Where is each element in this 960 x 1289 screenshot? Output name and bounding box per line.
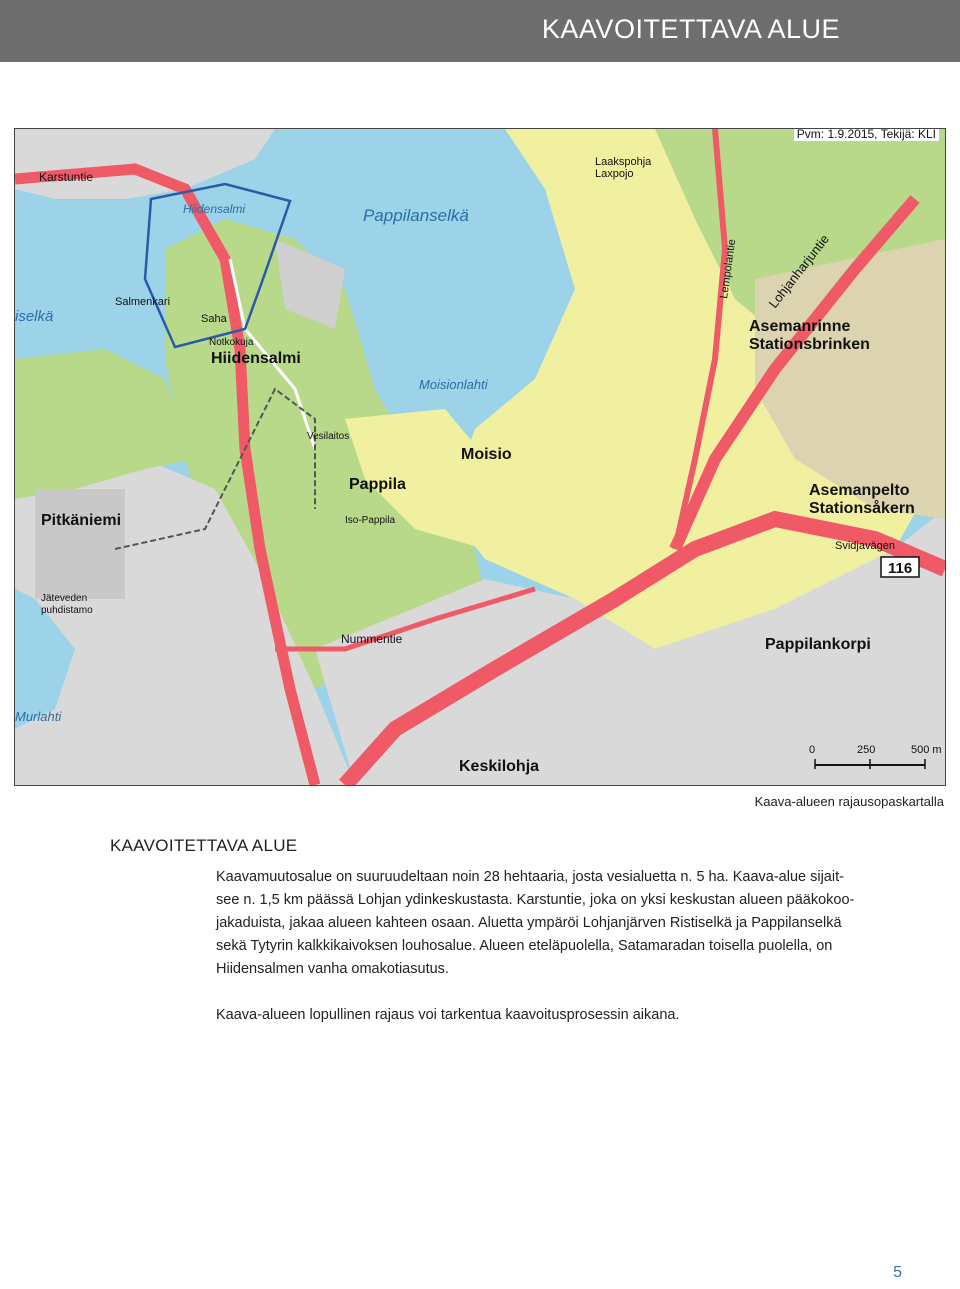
industrial-area <box>35 489 125 599</box>
road-label-nummentie: Nummentie <box>341 632 403 646</box>
road-label-lohjanharjuntie: Lohjanharjuntie <box>765 231 833 311</box>
place-label-laakspohja: Laakspohja <box>595 156 652 168</box>
place-label-asemanpelto: Asemanpelto <box>809 482 910 499</box>
water-label-moisionlahti: Moisionlahti <box>419 377 488 392</box>
place-label-hiidensalmi: Hiidensalmi <box>211 350 301 367</box>
place-label-pappila: Pappila <box>349 476 406 493</box>
water-label-pappilanselka: Pappilanselkä <box>363 206 469 225</box>
place-label-keskilohja: Keskilohja <box>459 758 540 775</box>
place-label-iso-pappila: Iso-Pappila <box>345 515 396 526</box>
land-northwest <box>15 129 275 199</box>
section-body <box>216 866 862 1050</box>
header-bar <box>0 0 960 62</box>
water-label-murlahti: Murlahti <box>15 709 62 724</box>
place-label-stationsakern: Stationsåkern <box>809 500 915 517</box>
water-label-hiidensalmi: Hiidensalmi <box>183 202 246 216</box>
place-label-saha: Saha <box>201 313 227 325</box>
place-label-puhdistamo: puhdistamo <box>41 605 93 616</box>
place-label-stationsbrinken: Stationsbrinken <box>749 336 870 353</box>
place-label-pappilankorpi: Pappilankorpi <box>765 636 871 653</box>
page-header-title: KAAVOITETTAVA ALUE <box>541 14 840 44</box>
road-label-karstuntie: Karstuntie <box>39 170 94 184</box>
road-label-lempolantie: Lempolantie <box>718 238 739 300</box>
body-paragraph-1: Kaavamuutosalue on suuruudeltaan noin 28 hehtaaria, josta vesialuetta n. 5 ha. Kaava-alue sijait-see n. 1,5 km päässä Lohjan ydinkeskustasta. Karstuntie, joka on yksi keskustan alueen pääkokoo-jakaduista, jakaa alueen kahteen osaan. Aluetta ympäröi Lohjanjärven Ristiselkä ja Pappilanselkä sekä Tytyrin kalkkikaivoksen louhosalue. Alueen eteläpuolella, Satamaradan toisella puolella, on Hiidensalmen vanha omakotiasutus. <box>216 869 855 977</box>
body-paragraph-2: Kaava-alueen lopullinen rajaus voi tarkentua kaavoitusprosessin aikana. <box>216 1007 680 1023</box>
map-metadata: Pvm: 1.9.2015, Tekijä: KLI <box>794 128 939 141</box>
map-caption: Kaava-alueen rajausopaskartalla <box>754 794 944 809</box>
scale-label-250: 250 <box>857 744 876 756</box>
section-title: KAAVOITETTAVA ALUE <box>110 836 298 855</box>
place-label-asemanrinne: Asemanrinne <box>749 318 851 335</box>
page-number: 5 <box>893 1264 902 1281</box>
place-label-pitkaniemi: Pitkäniemi <box>41 512 122 529</box>
scale-label-0: 0 <box>809 744 816 756</box>
road-label-svidjavagen: Svidjavägen <box>835 540 895 552</box>
road-shield-number: 116 <box>888 560 913 577</box>
water-label-ristiselka: iselkä <box>15 308 54 325</box>
map-canvas <box>15 129 945 785</box>
location-map <box>14 128 946 786</box>
place-label-laxpojo: Laxpojo <box>595 168 634 180</box>
place-label-vesilaitos: Vesilaitos <box>307 431 350 442</box>
place-label-salmenkari: Salmenkari <box>115 296 171 308</box>
place-label-notkokuja: Notkokuja <box>209 337 254 348</box>
place-label-jateveden: Jäteveden <box>41 593 88 604</box>
place-label-moisio: Moisio <box>461 446 512 463</box>
scale-label-500: 500 m <box>911 744 942 756</box>
